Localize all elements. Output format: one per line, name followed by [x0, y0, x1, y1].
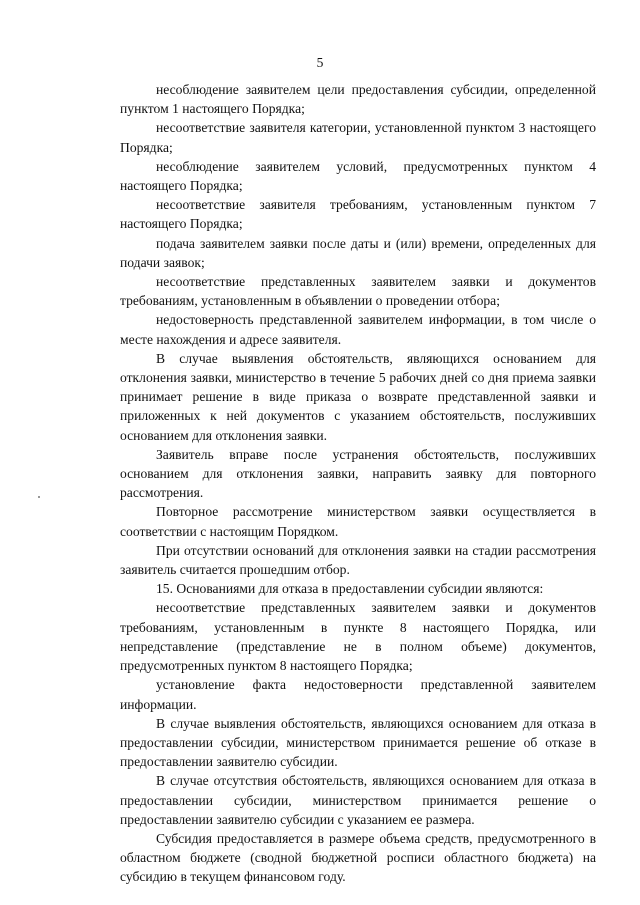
paragraph: 15. Основаниями для отказа в предоставлении субсидии являются:: [156, 581, 544, 597]
scan-dot-mark: [38, 496, 40, 498]
paragraph: установление факта недостоверности представленной заявителем информации.: [120, 677, 596, 712]
paragraph: Субсидия предоставляется в размере объема средств, предусмотренного в областном бюджете (сводной бюджетной росписи областного бюджета) на субсидию в текущем финансовом году.: [120, 830, 596, 885]
paragraph: При отсутствии оснований для отклонения заявки на стадии рассмотрения заявитель считается прошедшим отбор.: [120, 542, 596, 578]
paragraph: несоблюдение заявителем цели предоставления субсидии, определенной пунктом 1 настоящего Порядка;: [120, 82, 596, 117]
paragraph: В случае отсутствия обстоятельств, являющихся основанием для отказа в предоставлении субсидии, министерством принимается решение о предоставлении заявителю субсидии с указанием ее размера.: [120, 773, 596, 827]
paragraph: недостоверность представленной заявителем информации, в том числе о месте нахождения и адресе заявителя.: [120, 312, 596, 347]
paragraph: подача заявителем заявки после даты и (или) времени, определенных для подачи заявок;: [120, 235, 596, 270]
paragraph: несоответствие заявителя требованиям, установленным пунктом 7 настоящего Порядка;: [120, 197, 596, 232]
paragraph: несоответствие заявителя категории, установленной пунктом 3 настоящего Порядка;: [120, 120, 596, 155]
page-number: 5: [316, 55, 324, 70]
paragraph: несоответствие представленных заявителем заявки и документов требованиям, установленным в объявлении о проведении отбора;: [120, 274, 596, 309]
paragraph: В случае выявления обстоятельств, являющихся основанием для отклонения заявки, министерство в течение 5 рабочих дней со дня приема заявки принимает решение в виде приказа о возврате представленной заявки и приложенных к ней документов с указанием обстоятельств, послуживших основанием для отклонения заявки.: [120, 350, 596, 443]
document-body: [120, 80, 596, 887]
paragraph: несоблюдение заявителем условий, предусмотренных пунктом 4 настоящего Порядка;: [120, 158, 596, 194]
paragraph: Повторное рассмотрение министерством заявки осуществляется в соответствии с настоящим Порядком.: [120, 504, 596, 539]
paragraph: В случае выявления обстоятельств, являющихся основанием для отказа в предоставлении субсидии, министерством принимается решение об отказе в предоставлении заявителю субсидии.: [120, 715, 596, 770]
paragraph: Заявитель вправе после устранения обстоятельств, послуживших основанием для отклонения заявки, направить заявку для повторного рассмотрения.: [120, 446, 596, 501]
paragraph: несоответствие представленных заявителем заявки и документов требованиям, установленным в пункте 8 настоящего Порядка, или непредставление (представление не в полном объеме) документов, предусмотренных пунктом 8 настоящего Порядка;: [120, 600, 596, 674]
